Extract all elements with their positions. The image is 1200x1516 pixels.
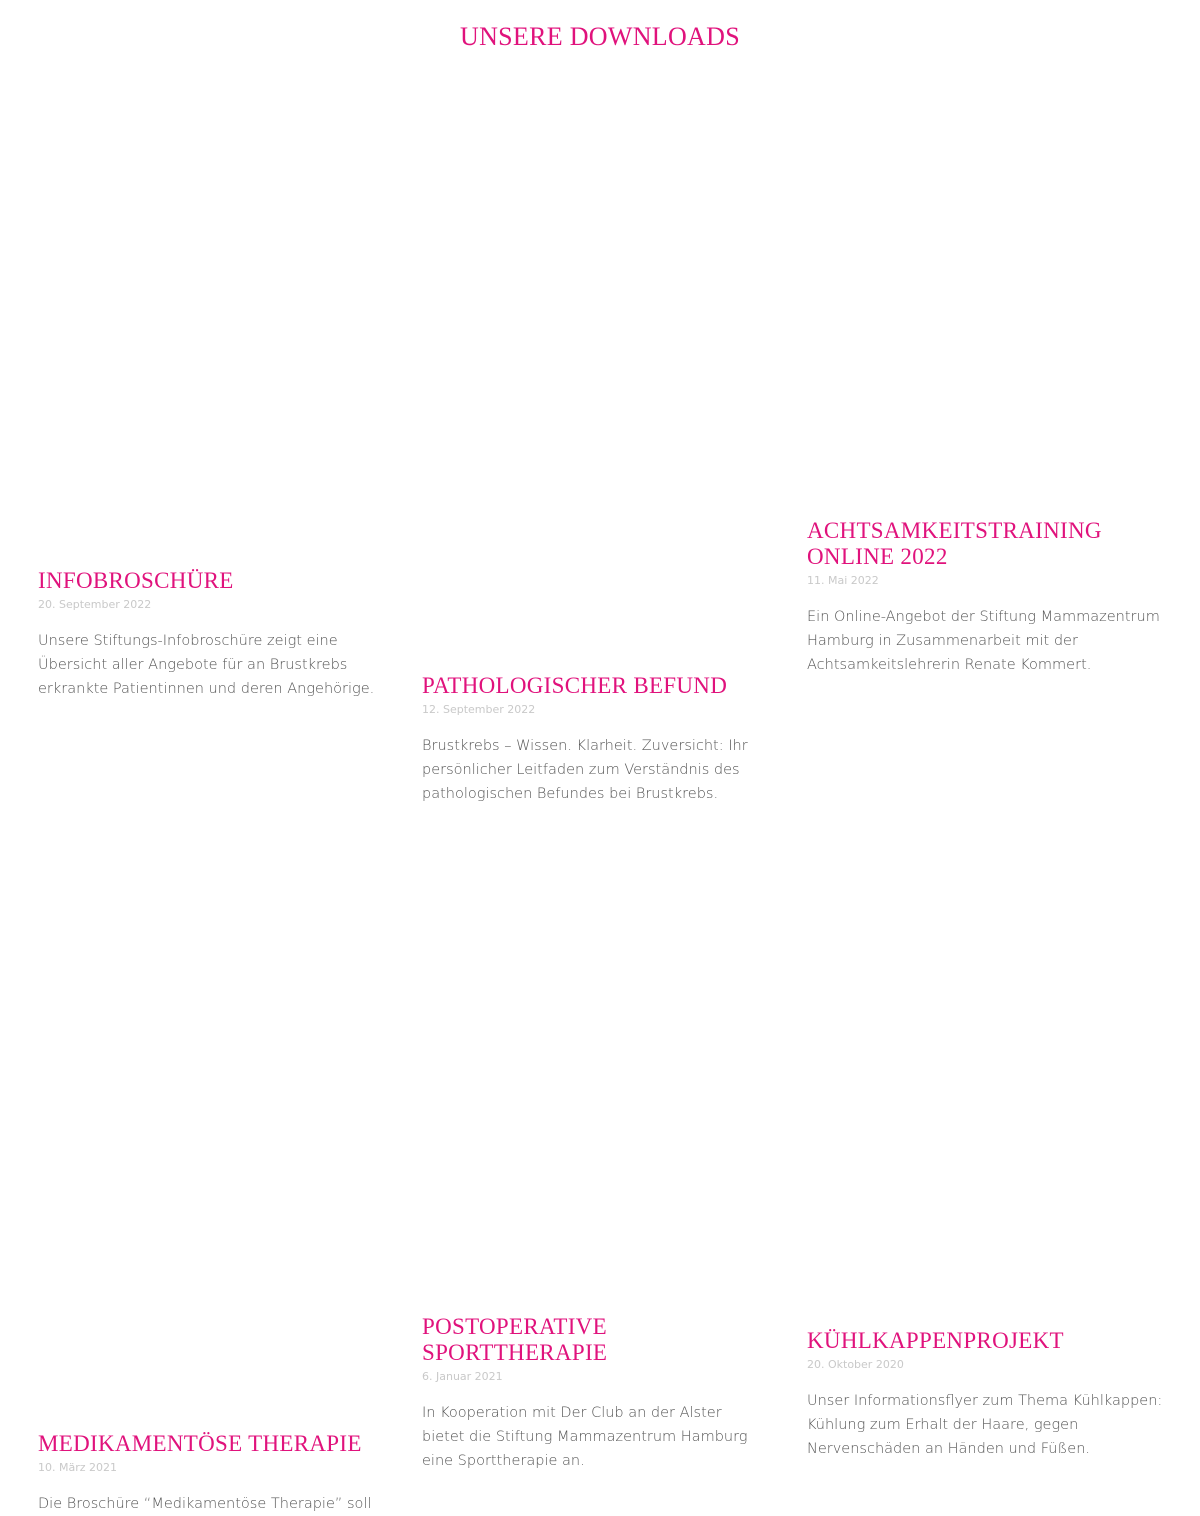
- download-title-link[interactable]: POSTOPERATIVE SPORTTHERAPIE: [422, 1314, 608, 1365]
- download-date: 10. März 2021: [38, 1461, 118, 1474]
- download-card-medikamentoese-therapie: [38, 1431, 383, 1516]
- download-thumbnail[interactable]: [807, 90, 1152, 510]
- download-title-link[interactable]: PATHOLOGISCHER BEFUND: [422, 673, 728, 698]
- download-title-link[interactable]: ACHTSAMKEITSTRAINING ONLINE 2022: [807, 518, 1102, 569]
- download-date: 6. Januar 2021: [422, 1370, 503, 1383]
- download-card-infobroschuere: [38, 568, 383, 701]
- download-description: Unsere Stiftungs-Infobroschüre zeigt eine Übersicht aller Angebote für an Brustkrebs erkrankte Patientinnen und deren Angehörige.: [38, 633, 375, 697]
- download-title-link[interactable]: KÜHLKAPPENPROJEKT: [807, 1328, 1064, 1353]
- download-title-link[interactable]: INFOBROSCHÜRE: [38, 568, 234, 593]
- page-title: UNSERE DOWNLOADS: [460, 22, 740, 51]
- download-description: Unser Informationsflyer zum Thema Kühlkappen: Kühlung zum Erhalt der Haare, gegen Nervenschäden an Händen und Füßen.: [807, 1393, 1163, 1457]
- download-thumbnail[interactable]: [38, 830, 383, 1425]
- download-description: Die Broschüre “Medikamentöse Therapie” soll: [38, 1496, 372, 1512]
- download-date: 12. September 2022: [422, 703, 536, 716]
- download-date: 11. Mai 2022: [807, 574, 879, 587]
- download-card-postoperative-sporttherapie: [422, 1314, 767, 1473]
- download-thumbnail[interactable]: [807, 830, 1152, 1325]
- download-card-kuehlkappenprojekt: [807, 1328, 1167, 1461]
- download-date: 20. Oktober 2020: [807, 1358, 904, 1371]
- download-thumbnail[interactable]: [38, 90, 383, 560]
- download-thumbnail[interactable]: [422, 90, 767, 665]
- download-date: 20. September 2022: [38, 598, 152, 611]
- download-title-link[interactable]: MEDIKAMENTÖSE THERAPIE: [38, 1431, 362, 1456]
- download-description: Ein Online-Angebot der Stiftung Mammazentrum Hamburg in Zusammenarbeit mit der Achtsamkeitslehrerin Renate Kommert.: [807, 609, 1160, 673]
- download-description: In Kooperation mit Der Club an der Alster bietet die Stiftung Mammazentrum Hamburg eine Sporttherapie an.: [422, 1405, 748, 1469]
- download-description: Brustkrebs – Wissen. Klarheit. Zuversicht: Ihr persönlicher Leitfaden zum Verständnis des pathologischen Befundes bei Brustkrebs.: [422, 738, 748, 802]
- download-card-achtsamkeitstraining: [807, 518, 1162, 677]
- download-card-pathologischer-befund: [422, 673, 767, 806]
- download-thumbnail[interactable]: [422, 830, 767, 1310]
